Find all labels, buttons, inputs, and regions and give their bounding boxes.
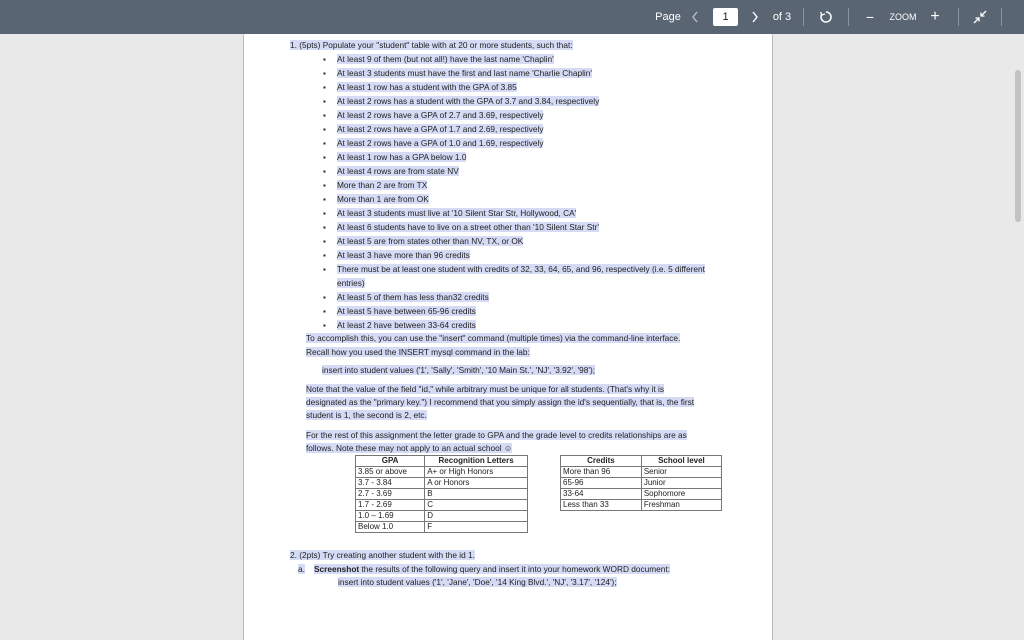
table-row	[561, 489, 722, 500]
toolbar-divider	[803, 8, 804, 26]
bullet-marker: ▪	[323, 55, 326, 64]
bullet-marker: ▪	[323, 237, 326, 246]
table-cell: Junior	[641, 478, 721, 489]
table-cell: 1.7 - 2.69	[356, 500, 425, 511]
gpa-table	[355, 455, 528, 533]
table-cell: Freshman	[641, 500, 721, 511]
prev-page-button[interactable]	[686, 0, 704, 34]
paragraph-1-line-2: Recall how you used the INSERT mysql command in the lab:	[306, 347, 530, 357]
bullet-marker: ▪	[323, 167, 326, 176]
bullet-marker: ▪	[323, 125, 326, 134]
table-cell: B	[425, 489, 528, 500]
requirement-item: At least 5 have between 65-96 credits	[337, 306, 476, 316]
scrollbar-thumb[interactable]	[1015, 70, 1021, 222]
table-cell: 3.7 - 3.84	[356, 478, 425, 489]
question-2a-label: a.	[298, 564, 305, 574]
table-cell: More than 96	[561, 467, 642, 478]
toolbar-divider	[1001, 8, 1002, 26]
page-content	[244, 34, 772, 640]
paragraph-2-line-2: designated as the "primary key.") I recommend that you simply assign the id's sequentially, that is, the first	[306, 397, 695, 407]
table-cell: 2.7 - 3.69	[356, 489, 425, 500]
table-cell: 1.0 – 1.69	[356, 511, 425, 522]
table-row	[356, 467, 528, 478]
requirement-item: At least 3 students must have the first and last name 'Charlie Chaplin'	[337, 68, 592, 78]
paragraph-1-line-1: To accomplish this, you can use the "insert" command (multiple times) via the command-line interface.	[306, 333, 681, 343]
question-2a-text: the results of the following query and insert it into your homework WORD document:	[359, 564, 671, 574]
next-page-button[interactable]	[746, 0, 764, 34]
requirement-item: There must be at least one student with credits of 32, 33, 64, 65, and 96, respectively (i.e. 5 different	[337, 264, 705, 274]
chevron-right-icon	[751, 11, 759, 23]
table-row	[356, 489, 528, 500]
table-header-row	[356, 456, 528, 467]
table-cell: F	[425, 522, 528, 533]
document-page	[243, 34, 773, 640]
viewer-toolbar	[0, 0, 1024, 34]
duplicate-insert-command: insert into student values ('1', 'Jane', 'Doe', '14 King Blvd.', 'NJ', '3.17', '124');	[338, 577, 617, 587]
example-insert-command: insert into student values ('1', 'Sally', 'Smith', '10 Main St.', 'NJ', '3.92', '98');	[322, 365, 596, 375]
table-cell: Below 1.0	[356, 522, 425, 533]
table-row	[561, 467, 722, 478]
requirement-item: At least 3 have more than 96 credits	[337, 250, 470, 260]
bullet-marker: ▪	[323, 251, 326, 260]
table-cell: 33-64	[561, 489, 642, 500]
table-cell: Less than 33	[561, 500, 642, 511]
bullet-marker: ▪	[323, 307, 326, 316]
chevron-left-icon	[691, 11, 699, 23]
requirement-item: At least 6 students have to live on a street other than '10 Silent Star Str'	[337, 222, 599, 232]
bullet-marker: ▪	[323, 181, 326, 190]
bullet-marker: ▪	[323, 265, 326, 274]
bullet-marker: ▪	[323, 321, 326, 330]
requirement-item: At least 3 students must live at '10 Silent Star Str, Hollywood, CA'	[337, 208, 577, 218]
bullet-marker: ▪	[323, 223, 326, 232]
table-cell: Sophomore	[641, 489, 721, 500]
table-header-cell: School level	[641, 456, 721, 467]
requirement-item: At least 5 of them has less than32 credits	[337, 292, 489, 302]
table-cell: D	[425, 511, 528, 522]
paragraph-2-line-1: Note that the value of the field "id," while arbitrary must be unique for all students. (That's why it is	[306, 384, 664, 394]
bullet-marker: ▪	[323, 111, 326, 120]
requirement-item: More than 1 are from OK	[337, 194, 429, 204]
zoom-label: ZOOM	[889, 12, 917, 22]
bullet-marker: ▪	[323, 69, 326, 78]
zoom-out-button[interactable]: −	[865, 9, 875, 25]
table-row	[356, 478, 528, 489]
collapse-icon	[973, 10, 987, 24]
bullet-marker: ▪	[323, 195, 326, 204]
credits-table	[560, 455, 722, 511]
table-header-cell: GPA	[356, 456, 425, 467]
table-header-row	[561, 456, 722, 467]
question-2a-bold: Screenshot	[314, 564, 360, 574]
toolbar-divider	[848, 8, 849, 26]
paragraph-2-line-3: student is 1, the second is 2, etc.	[306, 410, 427, 420]
table-row	[356, 522, 528, 533]
table-cell: A or Honors	[425, 478, 528, 489]
rotate-icon	[819, 10, 833, 24]
table-cell: 65-96	[561, 478, 642, 489]
bullet-marker: ▪	[323, 293, 326, 302]
table-row	[561, 500, 722, 511]
requirement-item: At least 1 row has a GPA below 1.0	[337, 152, 467, 162]
requirement-item-continuation: entries)	[337, 278, 365, 288]
bullet-marker: ▪	[323, 83, 326, 92]
rotate-button[interactable]	[814, 0, 838, 34]
requirement-item: At least 2 rows have a GPA of 1.0 and 1.69, respectively	[337, 138, 544, 148]
requirement-item: More than 2 are from TX	[337, 180, 428, 190]
table-cell: Senior	[641, 467, 721, 478]
page-number-input[interactable]: 1	[713, 8, 738, 26]
table-cell: A+ or High Honors	[425, 467, 528, 478]
zoom-in-button[interactable]: +	[930, 8, 940, 25]
table-row	[356, 511, 528, 522]
table-header-cell: Recognition Letters	[425, 456, 528, 467]
bullet-marker: ▪	[323, 153, 326, 162]
table-row	[561, 478, 722, 489]
paragraph-3-line-2: follows. Note these may not apply to an actual school ☺	[306, 443, 513, 453]
exit-fullscreen-button[interactable]	[966, 0, 994, 34]
requirement-item: At least 9 of them (but not all!) have the last name 'Chaplin'	[337, 54, 554, 64]
page-label: Page	[655, 11, 681, 23]
table-cell: C	[425, 500, 528, 511]
bullet-marker: ▪	[323, 139, 326, 148]
requirement-item: At least 5 are from states other than NV, TX, or OK	[337, 236, 524, 246]
table-header-cell: Credits	[561, 456, 642, 467]
bullet-marker: ▪	[323, 209, 326, 218]
table-row	[356, 500, 528, 511]
requirement-item: At least 2 have between 33-64 credits	[337, 320, 476, 330]
requirement-item: At least 2 rows have a GPA of 1.7 and 2.69, respectively	[337, 124, 544, 134]
requirement-item: At least 4 rows are from state NV	[337, 166, 459, 176]
question-1-title: 1. (5pts) Populate your "student" table with at 20 or more students, such that:	[290, 40, 573, 50]
requirement-item: At least 2 rows have a GPA of 2.7 and 3.69, respectively	[337, 110, 544, 120]
question-2-title: 2. (2pts) Try creating another student with the id 1.	[290, 550, 475, 560]
bullet-marker: ▪	[323, 97, 326, 106]
requirement-item: At least 2 rows has a student with the GPA of 3.7 and 3.84, respectively	[337, 96, 600, 106]
table-cell: 3.85 or above	[356, 467, 425, 478]
total-pages-label: of 3	[772, 11, 792, 23]
requirement-item: At least 1 row has a student with the GPA of 3.85	[337, 82, 517, 92]
paragraph-3-line-1: For the rest of this assignment the letter grade to GPA and the grade level to credits relationships are as	[306, 430, 687, 440]
toolbar-divider	[958, 8, 959, 26]
